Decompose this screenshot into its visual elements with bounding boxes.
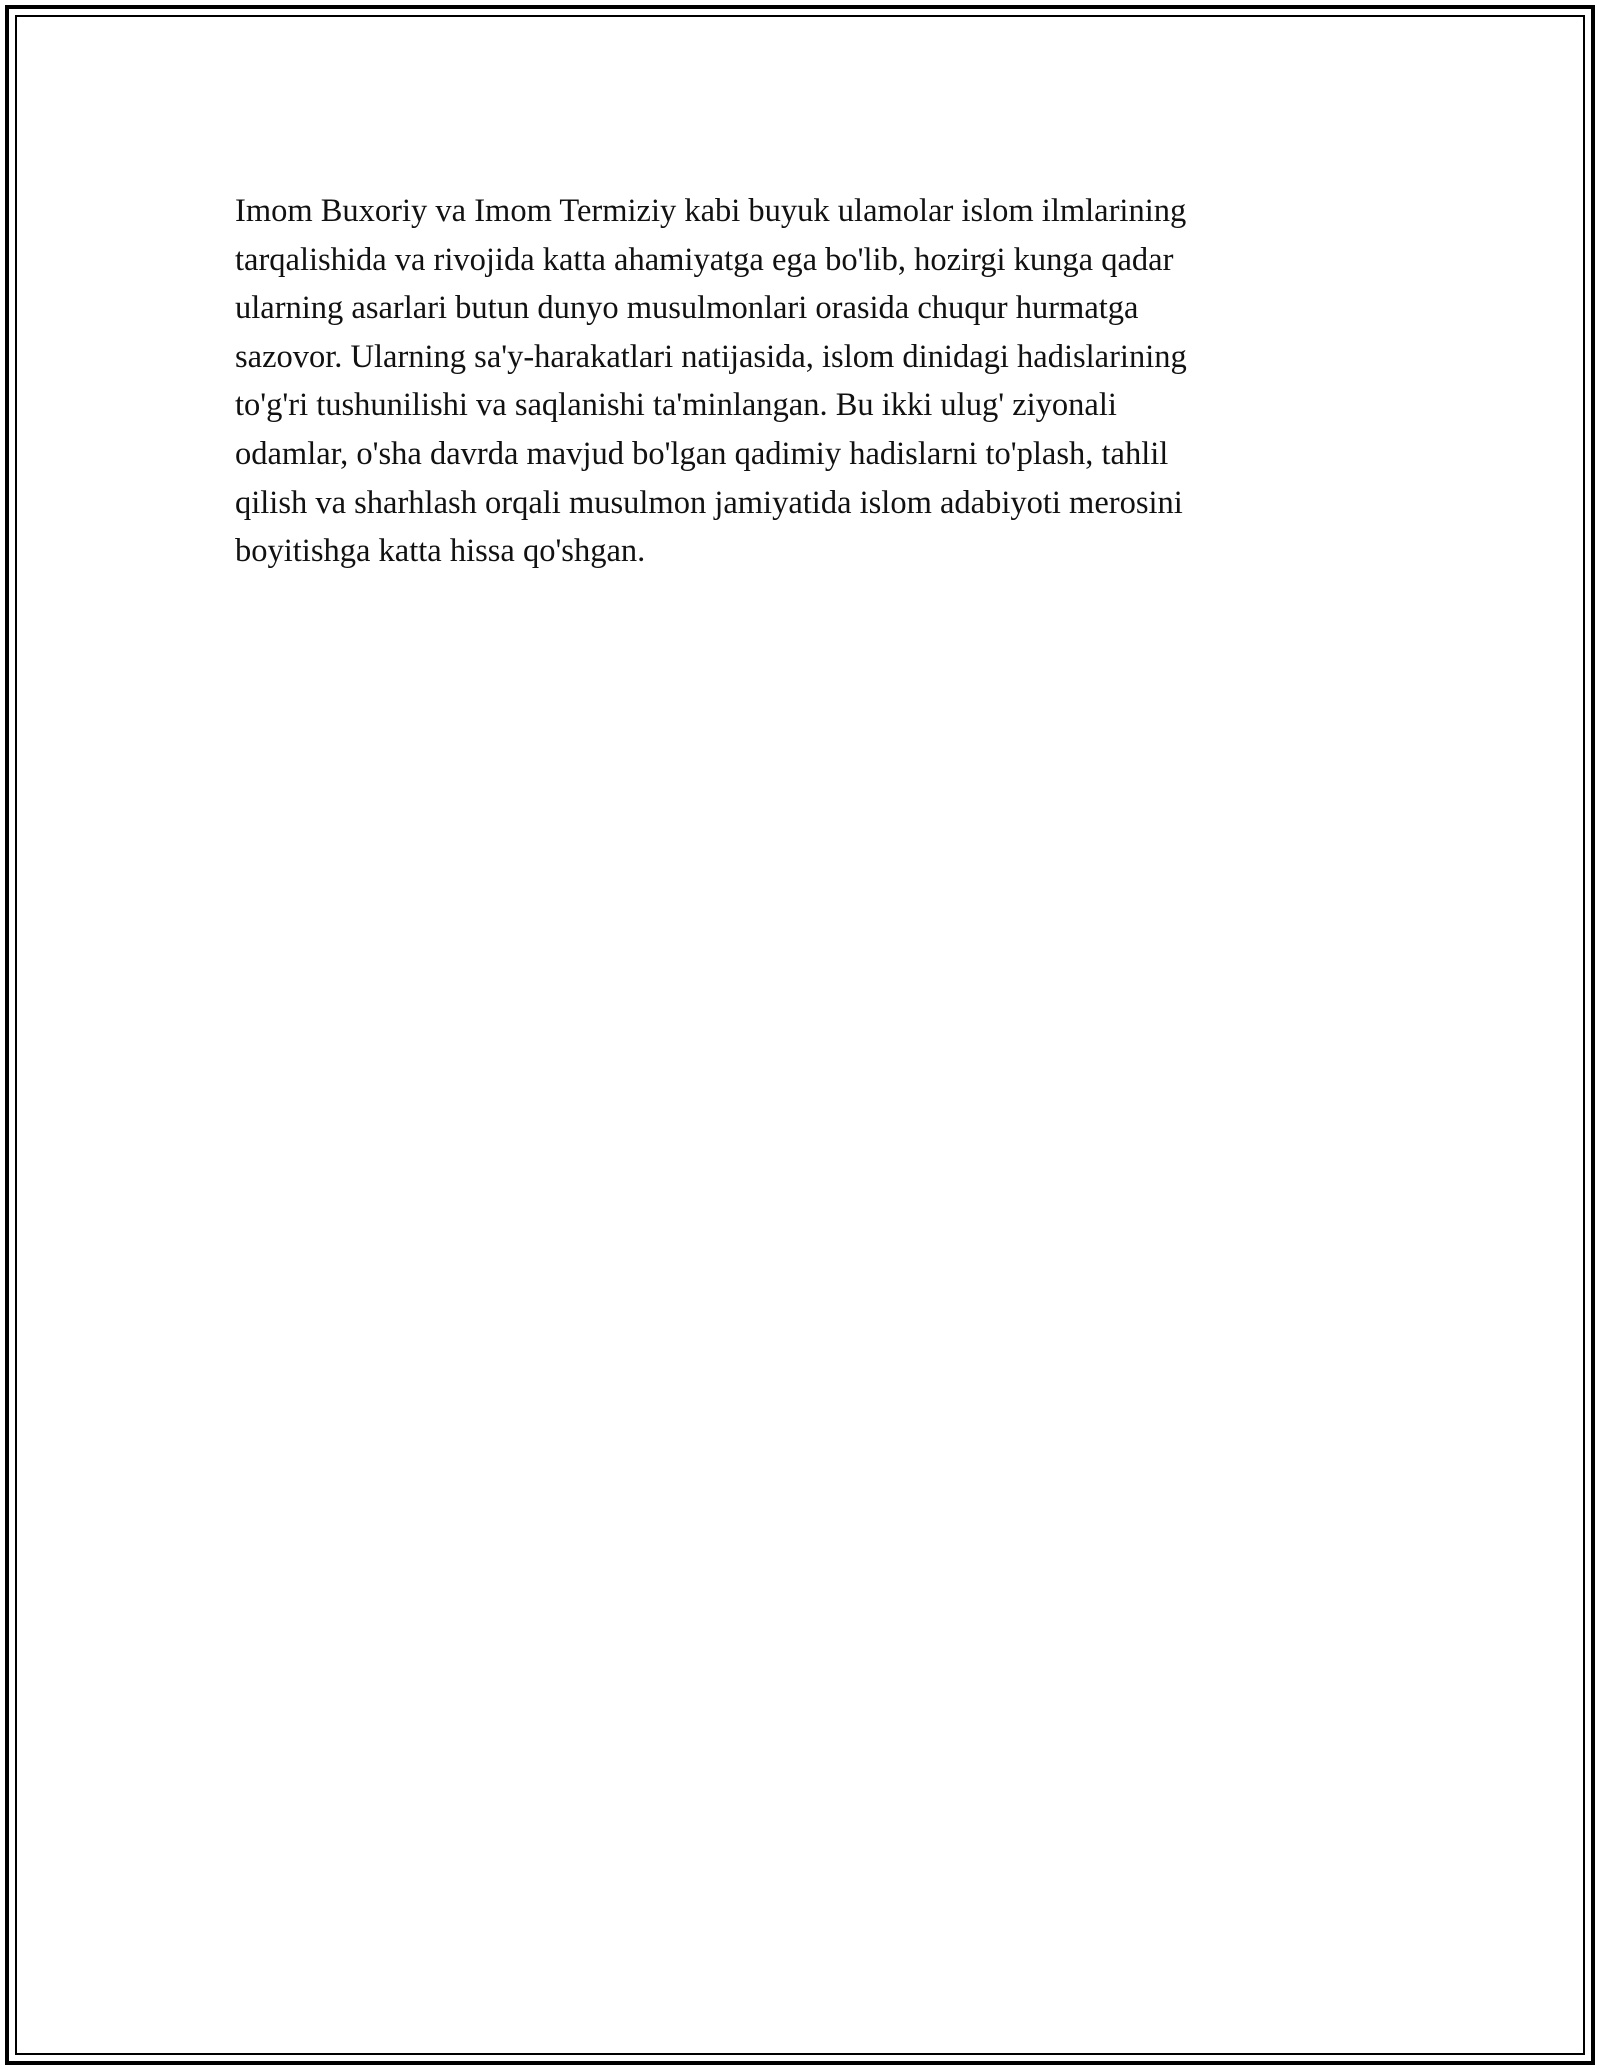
paragraph-line: boyitishga katta hissa qo'shgan. <box>235 533 646 570</box>
paragraph-line: qilish va sharhlash orqali musulmon jamiyatida islom adabiyoti merosini <box>235 484 1183 521</box>
paragraph-line: to'g'ri tushunilishi va saqlanishi ta'minlangan. Bu ikki ulug' ziyonali <box>235 387 1117 424</box>
paragraph-line: tarqalishida va rivojida katta ahamiyatga ega bo'lib, hozirgi kunga qadar <box>235 241 1174 278</box>
paragraph-line: ularning asarlari butun dunyo musulmonlari orasida chuqur hurmatga <box>235 290 1139 327</box>
body-paragraph <box>235 187 1335 576</box>
paragraph-line: odamlar, o'sha davrda mavjud bo'lgan qadimiy hadislarni to'plash, tahlil <box>235 435 1169 472</box>
paragraph-line: Imom Buxoriy va Imom Termiziy kabi buyuk ulamolar islom ilmlarining <box>235 193 1187 229</box>
paragraph-line: sazovor. Ularning sa'y-harakatlari natijasida, islom dinidagi hadislarining <box>235 338 1187 375</box>
